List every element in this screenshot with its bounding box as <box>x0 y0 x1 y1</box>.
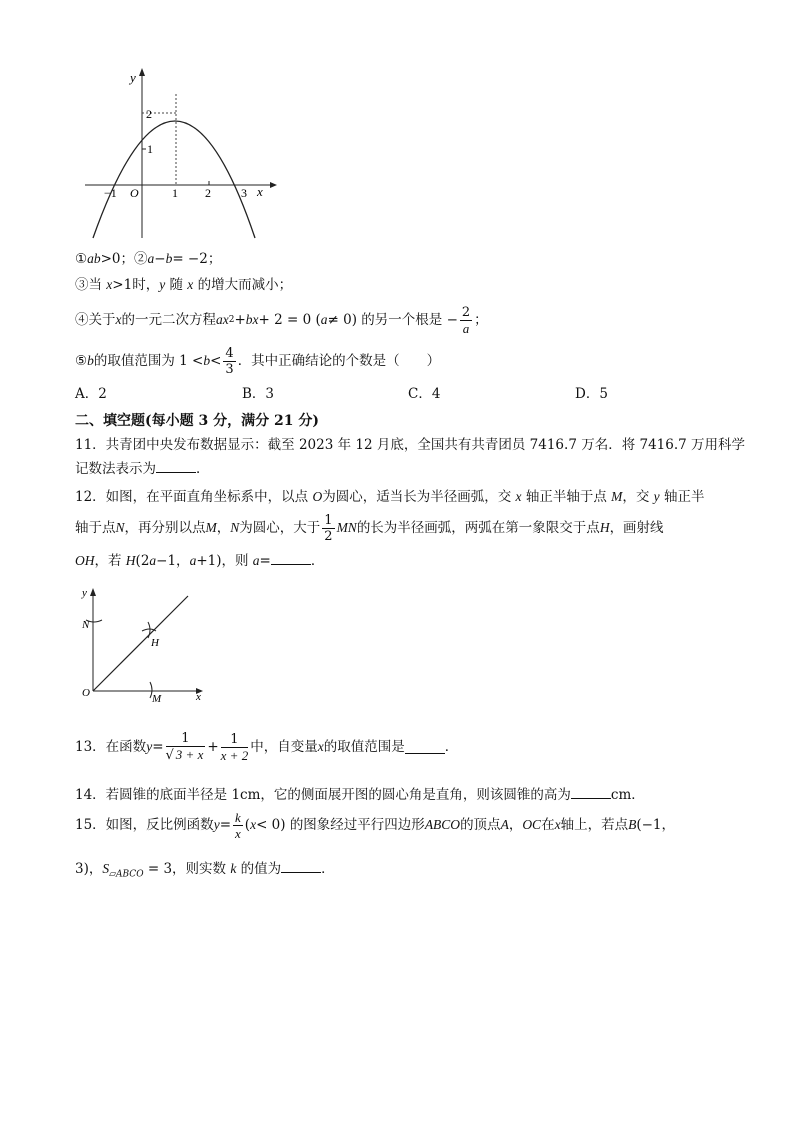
tick-label-x2: 2 <box>205 186 211 200</box>
tick-label-xm1: −1 <box>104 186 117 200</box>
option-d: D．5 <box>575 386 608 402</box>
statement-3: ③当 x>1时，y 随 x 的增大而减小； <box>75 277 293 293</box>
x-axis-label: x <box>196 691 201 703</box>
option-a: A．2 <box>75 386 107 402</box>
q12-line1: 12．如图，在平面直角坐标系中，以点 O为圆心，适当长为半径画弧，交 x 轴正半轴于点 M，交 y 轴正半 <box>75 489 705 505</box>
tick-label-x3: 3 <box>241 186 247 200</box>
q13-line: 13．在函数 y = $\frac{1}{√ 3 + x}$ + $\frac{1}{x + 2}$ 中，自变量 x 的取值范围是 ． <box>75 731 459 763</box>
statement-5: ⑤ b 的取值范围为 1 < b < $\frac{4}{3}$ ．其中正确结论的个数是（ ） <box>75 345 441 377</box>
tick-label-x1: 1 <box>172 186 178 200</box>
section-heading-fill-in: 二、填空题(每小题 3 分，满分 21 分) <box>75 413 319 429</box>
y-axis-arrow <box>139 68 145 76</box>
option-b: B．3 <box>242 386 275 402</box>
ray-oh <box>93 596 188 691</box>
q11-line2: 记数法表示为 ． <box>75 461 210 477</box>
y-axis-label: y <box>130 70 136 85</box>
point-n-label: N <box>82 619 90 631</box>
option-c: C．4 <box>408 386 441 402</box>
fraction-2-over-a: $\frac{2}{a}$ <box>461 304 471 336</box>
point-h-label: H <box>151 637 159 649</box>
fraction-1-over-sqrt: $\frac{1}{√ 3 + x}$ <box>165 731 204 763</box>
origin-label: O <box>82 687 90 699</box>
answer-blank-q12 <box>271 552 311 565</box>
q11-line1: 11．共青团中央发布数据显示：截至 2023 年 12 月底，全国共有共青团员 7416.7 万名．将 7416.7 万用科学 <box>75 437 746 453</box>
q15-line1: 15．如图，反比例函数 y = $\frac{k}{x}$ ( x < 0) 的图象经过平行四边形 ABCO 的顶点 A ， OC 在 x 轴上，若点 B (−1， <box>75 809 675 841</box>
answer-blank-q11 <box>156 460 196 473</box>
fraction-k-over-x: $\frac{k}{x}$ <box>235 809 241 841</box>
answer-blank-q15 <box>281 860 321 873</box>
answer-blank-q13 <box>405 741 445 754</box>
q14-line: 14．若圆锥的底面半径是 1cm，它的侧面展开图的圆心角是直角，则该圆锥的高为 cm． <box>75 787 645 803</box>
origin-label: O <box>130 186 139 200</box>
fraction-1-over-x-plus-2: $\frac{1}{x + 2}$ <box>220 731 249 763</box>
x-axis-label: x <box>257 184 263 199</box>
q12-line3: OH，若 H(2a−1，a+1)，则 a= ． <box>75 553 325 569</box>
x-axis-arrow <box>270 182 277 188</box>
q15-line2: 3)，$S_{▱ABCO} = 3$，则实数 k 的值为 ． <box>75 861 335 880</box>
tick-label-y1: 1 <box>147 142 153 156</box>
ray-construction-graph <box>78 584 218 708</box>
point-m-label: M <box>152 693 162 705</box>
q12-line2: 轴于点 N ，再分别以点 M ， N 为圆心，大于 $\frac{1}{2}$ MN 的长为半径画弧，两弧在第一象限交于点 H ，画射线 <box>75 512 664 544</box>
y-axis-arrow <box>90 588 96 596</box>
tick-label-y2: 2 <box>146 107 152 121</box>
parabola-graph <box>80 66 280 242</box>
statement-1-2: ①ab>0；②a−b= −2； <box>75 251 222 267</box>
answer-blank-q14 <box>571 786 611 799</box>
fraction-4-over-3: $\frac{4}{3}$ <box>225 345 234 377</box>
y-axis-label: y <box>82 587 87 599</box>
parabola-curve <box>93 121 255 238</box>
statement-4: ④关于 x 的一元二次方程 ax 2 + bx + 2 = 0 ( a ≠ 0) 的另一个根是 − $\frac{2}{a}$ ； <box>75 304 488 336</box>
fraction-1-over-2: $\frac{1}{2}$ <box>324 512 333 544</box>
